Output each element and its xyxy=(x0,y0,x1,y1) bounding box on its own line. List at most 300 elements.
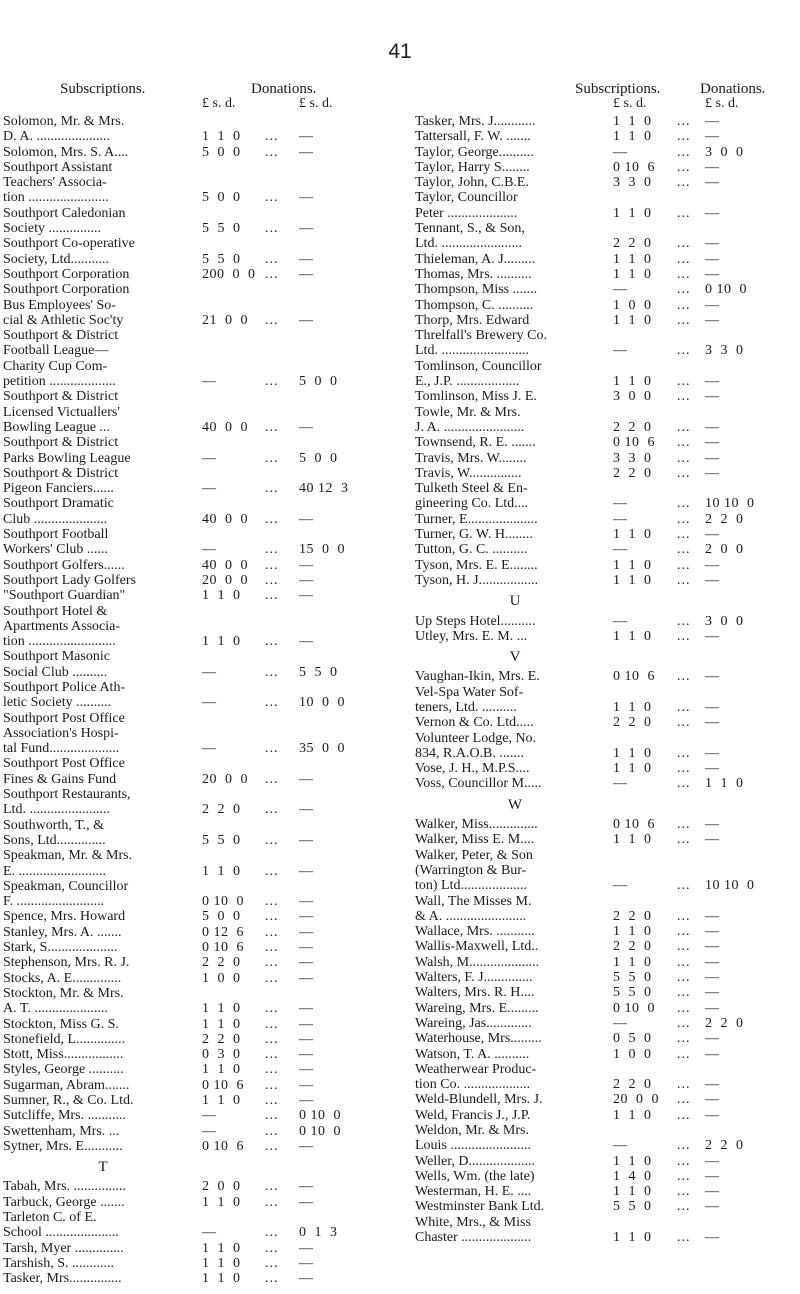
subscriber-name: Stocks, A. E.............. xyxy=(3,970,122,986)
leader-dots: ... xyxy=(265,664,279,680)
donation-amount: — xyxy=(705,970,720,986)
list-item xyxy=(3,267,383,282)
subscription-amount: 20 0 0 xyxy=(202,572,248,588)
list-item xyxy=(3,206,383,237)
leader-dots: ... xyxy=(677,205,691,221)
subscription-amount: 0 5 0 xyxy=(613,1031,652,1047)
list-item xyxy=(415,955,795,970)
donation-amount: — xyxy=(299,419,314,435)
list-item xyxy=(415,558,795,573)
subscription-amount: — xyxy=(613,878,628,894)
leader-dots: ... xyxy=(265,1047,279,1063)
subscription-amount: — xyxy=(202,450,217,466)
subscription-amount: 1 1 0 xyxy=(613,924,652,940)
leader-dots: ... xyxy=(265,634,279,650)
leader-dots: ... xyxy=(677,669,691,685)
subscription-amount: 2 2 0 xyxy=(613,236,652,252)
donation-amount: — xyxy=(299,832,314,848)
subscriber-name: Westerman, H. E. .... xyxy=(415,1184,532,1200)
subscriber-name: Southport Hotel & Apartments Associa- tion ......................... xyxy=(3,603,121,650)
donation-amount: — xyxy=(705,205,720,221)
leader-dots: ... xyxy=(265,1108,279,1124)
subscriber-name: Southport Lady Golfers xyxy=(3,572,136,588)
list-item xyxy=(415,1016,795,1031)
subscription-amount: 0 10 6 xyxy=(202,1138,244,1154)
list-item xyxy=(415,776,795,791)
leader-dots: ... xyxy=(677,715,691,731)
leader-dots: ... xyxy=(265,419,279,435)
list-item xyxy=(415,1215,795,1246)
list-item xyxy=(415,175,795,190)
list-item xyxy=(415,832,795,847)
leader-dots: ... xyxy=(677,954,691,970)
list-item xyxy=(3,1093,383,1108)
list-item xyxy=(415,405,795,436)
list-item xyxy=(415,190,795,221)
subscriber-name: Southport & District Parks Bowling League xyxy=(3,435,131,466)
list-item xyxy=(3,114,383,145)
donation-amount: — xyxy=(299,924,314,940)
donation-amount: — xyxy=(299,312,314,328)
subscription-amount: 0 10 6 xyxy=(613,435,655,451)
list-item xyxy=(3,1139,383,1154)
subscriber-name: Taylor, John, C.B.E. xyxy=(415,175,529,191)
leader-dots: ... xyxy=(677,1138,691,1154)
left-column xyxy=(3,82,383,1287)
left-column-header xyxy=(3,82,383,114)
list-item xyxy=(3,1017,383,1032)
subscription-amount: 1 1 0 xyxy=(202,1194,241,1210)
subscriber-name: Sutcliffe, Mrs. ........... xyxy=(3,1108,127,1124)
subscription-amount: 1 1 0 xyxy=(613,628,652,644)
leader-dots: ... xyxy=(677,924,691,940)
donation-amount: — xyxy=(299,863,314,879)
donation-amount: — xyxy=(299,129,314,145)
donation-amount: — xyxy=(705,1199,720,1215)
subscription-amount: 1 1 0 xyxy=(202,1255,241,1271)
donation-amount: — xyxy=(299,1179,314,1195)
list-item xyxy=(415,1169,795,1184)
list-item xyxy=(3,848,383,879)
subscription-amount: 1 1 0 xyxy=(202,588,241,604)
donation-amount: — xyxy=(299,1016,314,1032)
right-column-header xyxy=(415,82,795,114)
subscription-amount: — xyxy=(613,1138,628,1154)
leader-dots: ... xyxy=(677,312,691,328)
subscription-amount: 1 1 0 xyxy=(613,114,652,129)
list-item xyxy=(3,955,383,970)
list-item xyxy=(415,435,795,450)
leader-dots: ... xyxy=(265,266,279,282)
list-item xyxy=(3,236,383,267)
leader-dots: ... xyxy=(265,251,279,267)
list-item xyxy=(415,731,795,762)
list-item xyxy=(3,160,383,206)
leader-dots: ... xyxy=(265,1138,279,1154)
leader-dots: ... xyxy=(265,588,279,604)
subscription-amount: 0 10 6 xyxy=(613,817,655,833)
leader-dots: ... xyxy=(677,297,691,313)
donation-amount: — xyxy=(705,236,720,252)
leader-dots: ... xyxy=(677,1015,691,1031)
subscriber-name: Tomlinson, Councillor E., J.P. .................. xyxy=(415,358,542,390)
list-item xyxy=(415,848,795,894)
list-item xyxy=(3,1210,383,1241)
subscriber-name: Tarsh, Myer .............. xyxy=(3,1240,124,1256)
subscriber-name: Turner, E.................... xyxy=(415,511,538,527)
subscriber-name: Travis, W............... xyxy=(415,465,522,481)
subscription-amount: 20 0 0 xyxy=(613,1092,659,1108)
donation-amount: — xyxy=(705,1092,720,1108)
leader-dots: ... xyxy=(677,144,691,160)
subscriber-name: Weld, Francis J., J.P. xyxy=(415,1107,531,1123)
leader-dots: ... xyxy=(677,613,691,629)
donation-amount: 5 0 0 xyxy=(299,450,338,466)
subscriber-name: Taylor, Councillor Peter .................... xyxy=(415,190,518,221)
subscription-amount: 40 0 0 xyxy=(202,511,248,527)
right-column xyxy=(415,82,795,1245)
list-item xyxy=(415,1001,795,1016)
leader-dots: ... xyxy=(677,1153,691,1169)
leader-dots: ... xyxy=(677,628,691,644)
donation-amount: — xyxy=(299,1047,314,1063)
section-letter: U xyxy=(509,593,521,610)
donation-amount: — xyxy=(705,435,720,451)
donation-amount: 5 5 0 xyxy=(299,664,338,680)
leader-dots: ... xyxy=(677,114,691,129)
list-item xyxy=(415,614,795,629)
leader-dots: ... xyxy=(677,389,691,405)
donation-amount: — xyxy=(705,251,720,267)
subscriber-name: Speakman, Councillor F. ......................... xyxy=(3,878,129,910)
list-item xyxy=(415,129,795,144)
subscription-amount: — xyxy=(202,1108,217,1124)
leader-dots: ... xyxy=(677,1107,691,1123)
subscriber-name: Spence, Mrs. Howard xyxy=(3,909,126,925)
subscriber-name: Walker, Miss.............. xyxy=(415,817,538,833)
subscriber-name: Tarleton C. of E. School ..................... xyxy=(3,1210,119,1241)
list-item xyxy=(415,114,795,129)
list-item xyxy=(415,1123,795,1154)
leader-dots: ... xyxy=(265,557,279,573)
leader-dots: ... xyxy=(265,1001,279,1017)
subscriber-name: Weatherwear Produc- tion Co. ................... xyxy=(415,1061,537,1093)
donation-amount: — xyxy=(705,419,720,435)
list-item xyxy=(3,680,383,711)
subscription-amount: — xyxy=(613,1015,628,1031)
leader-dots: ... xyxy=(677,1031,691,1047)
subscription-amount: 2 2 0 xyxy=(613,939,652,955)
leader-dots: ... xyxy=(265,695,279,711)
leader-dots: ... xyxy=(265,1031,279,1047)
subscription-amount: 3 3 0 xyxy=(613,175,652,191)
list-item xyxy=(3,787,383,818)
subscription-amount: 2 2 0 xyxy=(613,715,652,731)
list-item xyxy=(3,925,383,940)
subscription-amount: 2 2 0 xyxy=(613,465,652,481)
leader-dots: ... xyxy=(265,1225,279,1241)
leader-dots: ... xyxy=(265,1062,279,1078)
donation-amount: 1 1 0 xyxy=(705,776,744,792)
list-item xyxy=(415,298,795,313)
subscriber-name: Southport Football Workers' Club ...... xyxy=(3,527,109,558)
donation-amount: — xyxy=(705,557,720,573)
donation-amount: — xyxy=(299,190,314,206)
subscriber-name: Thomas, Mrs. .......... xyxy=(415,266,532,282)
list-item xyxy=(415,573,795,588)
subscriber-name: Stockton, Mr. & Mrs. A. T. ..................... xyxy=(3,985,124,1017)
list-item xyxy=(3,649,383,680)
leader-dots: ... xyxy=(677,1184,691,1200)
subscription-amount: — xyxy=(202,1225,217,1241)
list-item xyxy=(3,1078,383,1093)
subscriber-name: Stanley, Mrs. A. ....... xyxy=(3,924,122,940)
list-item xyxy=(3,389,383,435)
subscriber-name: Wareing, Mrs. E......... xyxy=(415,1000,539,1016)
list-item xyxy=(415,1154,795,1169)
subscription-amount: — xyxy=(202,741,217,757)
subscriber-name: Stockton, Miss G. S. xyxy=(3,1016,119,1032)
leader-dots: ... xyxy=(265,771,279,787)
subscriber-name: Southport Dramatic Club ..................... xyxy=(3,496,114,527)
subscription-amount: 2 2 0 xyxy=(202,1031,241,1047)
list-item xyxy=(415,252,795,267)
leader-dots: ... xyxy=(677,450,691,466)
list-item xyxy=(3,1047,383,1062)
donation-amount: 15 0 0 xyxy=(299,542,345,558)
leader-dots: ... xyxy=(677,1230,691,1246)
list-item xyxy=(3,986,383,1017)
subscriber-name: Southport Post Office Association's Hospi- tal Fund.................... xyxy=(3,710,125,757)
subscription-amount: 20 0 0 xyxy=(202,771,248,787)
subscriber-name: Thorp, Mrs. Edward xyxy=(415,312,530,328)
donation-amount: — xyxy=(299,955,314,971)
list-item xyxy=(3,940,383,955)
donation-amount: — xyxy=(705,1077,720,1093)
subscriber-name: Taylor, Harry S........ xyxy=(415,159,530,175)
subscription-amount: 1 0 0 xyxy=(613,297,652,313)
leader-dots: ... xyxy=(265,802,279,818)
list-item xyxy=(415,466,795,481)
list-item xyxy=(415,970,795,985)
leader-dots: ... xyxy=(677,527,691,543)
donation-amount: 10 10 0 xyxy=(705,878,755,894)
subscription-amount: 1 1 0 xyxy=(613,557,652,573)
subscriber-name: Weldon, Mr. & Mrs. Louis ....................... xyxy=(415,1123,531,1154)
donation-amount: 5 0 0 xyxy=(299,374,338,390)
leader-dots: ... xyxy=(265,1123,279,1139)
list-item xyxy=(415,282,795,297)
subscription-amount: 1 1 0 xyxy=(202,634,241,650)
donation-amount: — xyxy=(299,940,314,956)
subscriber-name: Southport Masonic Social Club .......... xyxy=(3,649,110,680)
leader-dots: ... xyxy=(265,129,279,145)
subscription-amount: 5 0 0 xyxy=(202,909,241,925)
subscriber-name: Swettenham, Mrs. ... xyxy=(3,1123,120,1139)
list-item xyxy=(415,512,795,527)
subscription-amount: — xyxy=(202,664,217,680)
leader-dots: ... xyxy=(677,745,691,761)
list-item xyxy=(415,451,795,466)
donation-amount: — xyxy=(705,266,720,282)
subscription-amount: 5 0 0 xyxy=(202,144,241,160)
subscription-amount: 0 10 6 xyxy=(202,1077,244,1093)
donation-amount: — xyxy=(705,954,720,970)
donation-amount: — xyxy=(705,129,720,145)
subscription-amount: 200 0 0 xyxy=(202,266,256,282)
subscriber-name: Wall, The Misses M. & A. ....................... xyxy=(415,893,532,924)
list-item xyxy=(3,527,383,558)
donation-amount: 2 0 0 xyxy=(705,542,744,558)
subscriber-name: Threlfall's Brewery Co. Ltd. ......................... xyxy=(415,328,547,359)
subscription-amount: 1 1 0 xyxy=(202,1001,241,1017)
leader-dots: ... xyxy=(265,542,279,558)
donation-amount: — xyxy=(705,389,720,405)
donation-amount: — xyxy=(705,1107,720,1123)
list-item xyxy=(3,1241,383,1256)
list-item xyxy=(3,145,383,160)
leader-dots: ... xyxy=(677,1046,691,1062)
donation-amount: 0 10 0 xyxy=(705,282,747,298)
subscriber-name: Weld-Blundell, Mrs. J. xyxy=(415,1092,543,1108)
subscription-amount: 2 0 0 xyxy=(202,1179,241,1195)
page-number: 41 xyxy=(388,40,412,63)
leader-dots: ... xyxy=(677,699,691,715)
subscriber-name: Tulketh Steel & En- gineering Co. Ltd.... xyxy=(415,481,529,512)
list-item xyxy=(415,267,795,282)
subscription-amount: 1 1 0 xyxy=(613,129,652,145)
donation-amount: — xyxy=(299,1093,314,1108)
leader-dots: ... xyxy=(265,312,279,328)
donation-amount: — xyxy=(299,144,314,160)
subscription-amount: 2 2 0 xyxy=(613,908,652,924)
donation-amount: — xyxy=(299,1001,314,1017)
leader-dots: ... xyxy=(677,939,691,955)
leader-dots: ... xyxy=(677,817,691,833)
subscriber-name: Vernon & Co. Ltd..... xyxy=(415,715,534,731)
subscriber-name: Southport Golfers...... xyxy=(3,557,125,573)
leader-dots: ... xyxy=(265,572,279,588)
subscription-amount: 2 2 0 xyxy=(202,955,241,971)
subscriber-name: White, Mrs., & Miss Chaster .................... xyxy=(415,1214,532,1246)
donations-heading: Donations. xyxy=(251,81,317,97)
leader-dots: ... xyxy=(677,1199,691,1215)
subscriber-name: Sugarman, Abram....... xyxy=(3,1077,130,1093)
subscriber-name: Southport Caledonian Society ............... xyxy=(3,205,126,237)
donation-amount: — xyxy=(299,634,314,650)
leader-dots: ... xyxy=(265,511,279,527)
subscription-amount: 5 0 0 xyxy=(202,190,241,206)
subscription-amount: 1 1 0 xyxy=(613,572,652,588)
subscription-amount: 1 1 0 xyxy=(613,312,652,328)
subscription-amount: 3 3 0 xyxy=(613,450,652,466)
subscriber-name: Turner, G. W. H........ xyxy=(415,527,533,543)
subscriber-name: Tutton, G. C. .......... xyxy=(415,542,528,558)
donations-units: £ s. d. xyxy=(299,96,333,111)
subscription-amount: 1 1 0 xyxy=(202,129,241,145)
leader-dots: ... xyxy=(265,955,279,971)
subscriber-name: Wareing, Jas............. xyxy=(415,1015,532,1031)
leader-dots: ... xyxy=(677,572,691,588)
leader-dots: ... xyxy=(677,511,691,527)
subscriber-name: Tasker, Mrs. J............ xyxy=(415,114,536,129)
leader-dots: ... xyxy=(265,1179,279,1195)
subscription-amount: — xyxy=(613,343,628,359)
donation-amount: — xyxy=(299,221,314,237)
list-item xyxy=(3,1124,383,1139)
leader-dots: ... xyxy=(265,909,279,925)
list-item xyxy=(415,160,795,175)
subscription-amount: — xyxy=(613,613,628,629)
subscriber-name: Wells, Wm. (the late) xyxy=(415,1168,535,1184)
subscription-amount: — xyxy=(613,776,628,792)
list-item xyxy=(3,711,383,757)
subscription-amount: 21 0 0 xyxy=(202,312,248,328)
donation-amount: — xyxy=(705,572,720,588)
leader-dots: ... xyxy=(265,1271,279,1287)
leader-dots: ... xyxy=(677,282,691,298)
subscriber-name: Tarshish, S. ............ xyxy=(3,1255,115,1271)
donation-amount: — xyxy=(705,175,720,191)
subscription-amount: 1 1 0 xyxy=(613,1107,652,1123)
list-item xyxy=(415,527,795,542)
donation-amount: — xyxy=(299,588,314,604)
subscription-amount: 0 10 6 xyxy=(613,669,655,685)
subscriber-name: Travis, Mrs. W........ xyxy=(415,450,527,466)
subscriber-name: Vaughan-Ikin, Mrs. E. xyxy=(415,669,540,685)
list-item xyxy=(415,1062,795,1093)
subscriber-name: Tyson, H. J................. xyxy=(415,572,539,588)
left-list xyxy=(3,114,383,1287)
subscription-amount: 1 1 0 xyxy=(613,251,652,267)
leader-dots: ... xyxy=(677,159,691,175)
donation-amount: — xyxy=(705,985,720,1001)
donation-amount: — xyxy=(705,374,720,390)
leader-dots: ... xyxy=(265,924,279,940)
list-item xyxy=(415,1047,795,1062)
list-item xyxy=(3,1179,383,1194)
leader-dots: ... xyxy=(677,175,691,191)
leader-dots: ... xyxy=(677,343,691,359)
donation-amount: 0 10 0 xyxy=(299,1123,341,1139)
list-item xyxy=(415,313,795,328)
subscriber-name: Speakman, Mr. & Mrs. E. ......................... xyxy=(3,848,133,879)
leader-dots: ... xyxy=(677,1168,691,1184)
subscriber-name: Southport & District Pigeon Fanciers...... xyxy=(3,465,119,497)
list-item xyxy=(415,761,795,776)
leader-dots: ... xyxy=(677,832,691,848)
leader-dots: ... xyxy=(677,419,691,435)
donation-amount: — xyxy=(705,114,720,129)
leader-dots: ... xyxy=(265,1016,279,1032)
list-item xyxy=(3,1108,383,1123)
list-item xyxy=(415,1031,795,1046)
subscriptions-heading: Subscriptions. xyxy=(575,81,661,97)
donation-amount: — xyxy=(299,1138,314,1154)
leader-dots: ... xyxy=(677,1000,691,1016)
leader-dots: ... xyxy=(265,940,279,956)
subscription-amount: 1 1 0 xyxy=(202,863,241,879)
leader-dots: ... xyxy=(265,1255,279,1271)
subscription-amount: 1 1 0 xyxy=(613,699,652,715)
section-letter: T xyxy=(98,1159,108,1176)
subscription-amount: 1 1 0 xyxy=(613,1184,652,1200)
list-item xyxy=(3,879,383,910)
subscriber-name: Southport & District Football League— Charity Cup Com- petition ................... xyxy=(3,328,119,390)
subscriber-name: Southport Restaurants, Ltd. ....................... xyxy=(3,787,131,818)
leader-dots: ... xyxy=(677,465,691,481)
subscription-amount: — xyxy=(202,481,217,497)
